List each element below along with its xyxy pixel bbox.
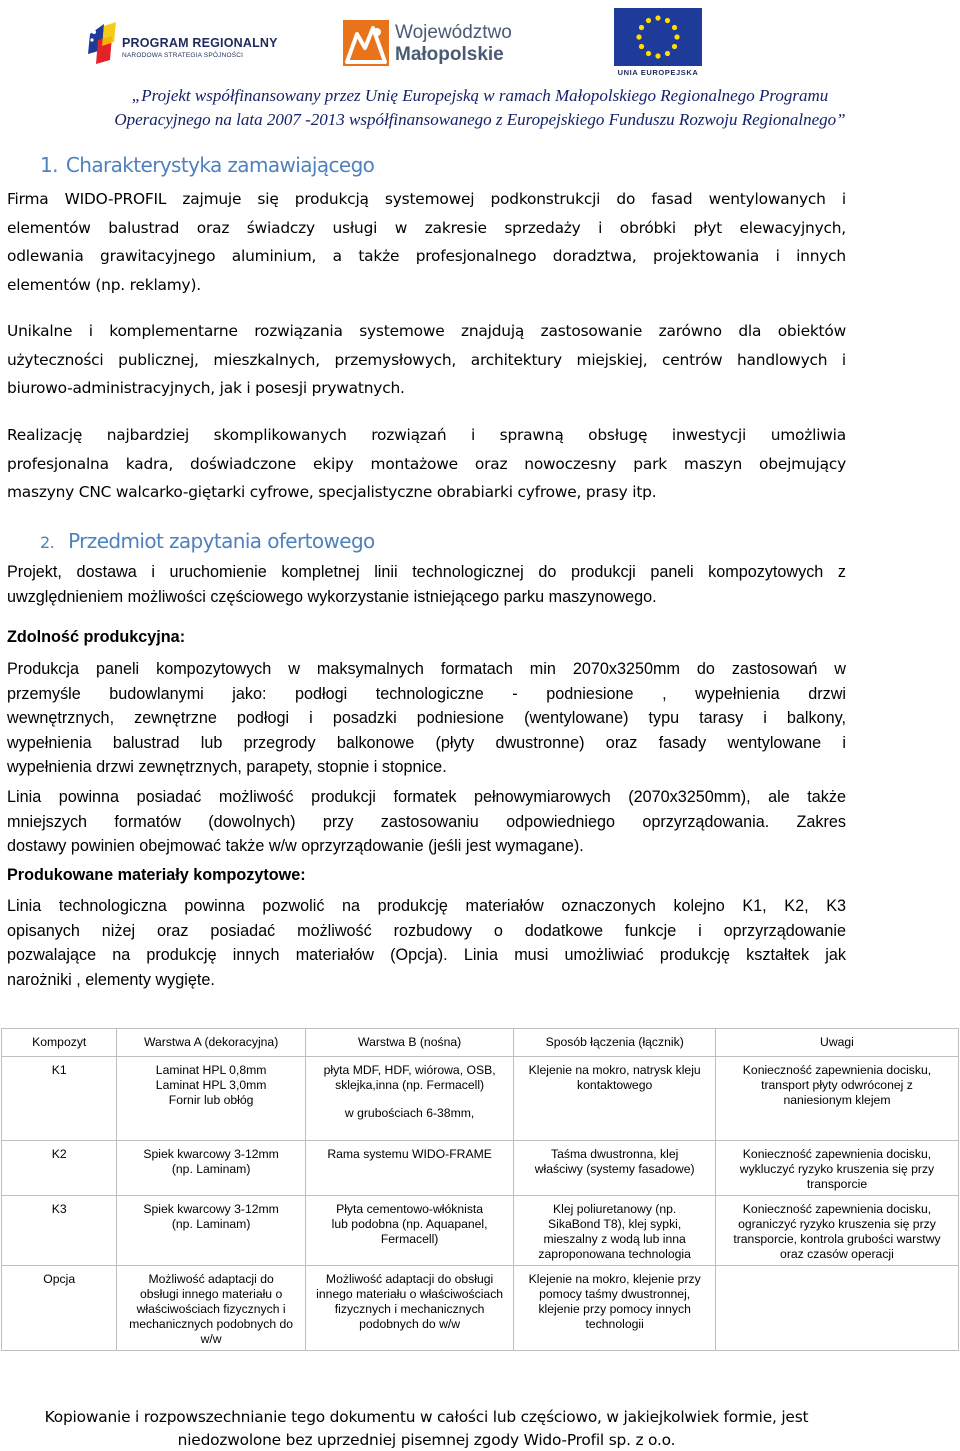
footer-copyright-line-2: niedozwolone bez uprzedniej pisemnej zgody Wido-Profil sp. z o.o. <box>177 1431 676 1449</box>
paragraph-line: wypełnienia balustrad lub przegrody balkonowe (płyty dwustronne) oraz fasady wentylowane i <box>7 733 846 752</box>
cell-line: pomocy taśmy dwustronnej, <box>539 1287 691 1301</box>
paragraph-line: narożniki , elementy wygięte. <box>7 970 215 989</box>
paragraph-line: Firma WIDO-PROFIL zajmuje się produkcją systemowej podkonstrukcji do fasad wentylowanych i <box>7 190 846 208</box>
table-row-k3 <box>2 1196 959 1266</box>
cell-line: Spiek kwarcowy 3-12mm <box>143 1147 279 1161</box>
section-1-number: 1. <box>40 153 58 177</box>
cell-line: innego materiału o właściwościach <box>316 1287 504 1301</box>
cell-line: oraz czasów operacji <box>780 1247 894 1261</box>
cell-line: klejenie przy pomocy innych <box>538 1302 691 1316</box>
cell-uwagi <box>715 1057 958 1141</box>
cell-line: SikaBond T8), klej sypki, <box>548 1217 682 1231</box>
paragraph-line: Produkcja paneli kompozytowych w maksymalnych formatach min 2070x3250mm do zastosowań w <box>7 660 846 678</box>
cell-line: Spiek kwarcowy 3-12mm <box>143 1202 279 1216</box>
cell-uwagi <box>715 1266 958 1351</box>
paragraph-line: odlewania grawitacyjnego aluminium, a także profesjonalnego doradztwa, projektowania i innych <box>7 247 846 266</box>
cell-line: Konieczność zapewnienia docisku, <box>742 1202 932 1216</box>
paragraph-line: Linia powinna posiadać możliwość produkcji formatek pełnowymiarowych (2070x3250mm), ale także <box>7 788 846 806</box>
paragraph-line: Projekt, dostawa i uruchomienie kompletnej linii technologicznej do produkcji paneli kompozytowych z <box>7 563 846 581</box>
malopolska-crest-icon <box>343 20 389 66</box>
cell-line: Możliwość adaptacji do <box>148 1272 274 1286</box>
cell-warstwa-b <box>305 1266 514 1351</box>
capacity-paragraph <box>7 657 846 780</box>
cell-uwagi <box>715 1141 958 1196</box>
paragraph-line: wewnętrznych, zewnętrzne podłogi i posadzki podniesione (wentylowane) typu tarasy i balkony, <box>7 709 846 727</box>
table-row-k1 <box>2 1057 959 1141</box>
cell-line: Możliwość adaptacji do obsługi <box>325 1272 494 1286</box>
cell-line: Konieczność zapewnienia docisku, <box>742 1147 932 1161</box>
cell-line: Fornir lub obłóg <box>168 1093 254 1107</box>
project-funding-line-2: Operacyjnego na lata 2007 -2013 współfinansowanego z Europejskiego Funduszu Rozwoju Regionalnego” <box>114 110 846 129</box>
cell-line: fizycznych i mechanicznych <box>334 1302 485 1316</box>
cell-line: Fermacell) <box>380 1232 439 1246</box>
cell-warstwa-a <box>117 1141 305 1196</box>
cell-line: Płyta cementowo-włóknista <box>336 1202 484 1216</box>
cell-line: obsługi innego materiału o <box>139 1287 283 1301</box>
cell-line: naniesionym klejem <box>783 1093 891 1107</box>
cell-warstwa-b <box>305 1196 514 1266</box>
cell-line: (np. Laminam) <box>171 1162 251 1176</box>
cell-line: Laminat HPL 3,0mm <box>155 1078 267 1092</box>
paragraph-line: Linia technologiczna powinna pozwolić na produkcję materiałów oznaczonych kolejno K1, K2, K3 <box>7 897 846 915</box>
eu-flag-icon <box>614 8 702 66</box>
cell-line: Klejenie na mokro, natrysk kleju <box>528 1063 701 1077</box>
malopolskie-label: Małopolskie <box>395 44 504 65</box>
cell-line: Rama systemu WIDO-FRAME <box>327 1147 492 1161</box>
header-sposob-laczenia: Sposób łączenia (łącznik) <box>514 1029 716 1057</box>
cell-kompozyt: K2 <box>2 1141 117 1196</box>
cell-line: Klejenie na mokro, klejenie przy <box>528 1272 701 1286</box>
cell-line: Klej poliuretanowy (np. <box>553 1202 677 1216</box>
paragraph-line: przemyśle budowlanymi jako: podłogi technologiczne - podniesione , wypełnienia drzwi <box>7 684 846 703</box>
line-requirements-paragraph <box>7 785 846 859</box>
capacity-heading: Zdolność produkcyjna: <box>7 628 186 646</box>
paragraph-line: maszyny CNC walcarko-giętarki cyfrowe, specjalistyczne obrabiarki cyfrowe, prasy itp. <box>7 483 657 502</box>
cell-warstwa-a <box>117 1266 305 1351</box>
section-2-title: Przedmiot zapytania ofertowego <box>68 529 375 553</box>
cell-sposob-laczenia <box>514 1196 716 1266</box>
solutions-paragraph <box>7 317 846 403</box>
cell-line: (np. Laminam) <box>171 1217 251 1231</box>
paragraph-line: użyteczności publicznej, mieszkalnych, przemysłowych, architektury miejskiej, centrów handlowych i <box>7 350 846 369</box>
paragraph-line: profesjonalna kadra, doświadczone ekipy montażowe oraz nowoczesny park maszyn obejmujący <box>7 454 846 473</box>
paragraph-line: uwzględnieniem możliwości częściowego wykorzystanie istniejącego parku maszynowego. <box>7 587 657 606</box>
cell-line: kontaktowego <box>577 1078 653 1092</box>
materials-paragraph <box>7 894 846 992</box>
cell-line: właściwy (systemy fasadowe) <box>534 1162 695 1176</box>
footer-copyright-line-1: Kopiowanie i rozpowszechnianie tego dokumentu w całości lub częściowo, w jakiejkolwiek formie, jest <box>44 1408 809 1426</box>
cell-line: transporcie, kontrola grubości warstwy <box>733 1232 941 1246</box>
cell-line: Konieczność zapewnienia docisku, <box>742 1063 932 1077</box>
paragraph-line: elementów balustrad oraz świadczy usługi w zakresie sprzedaży i obróbki płyt elewacyjnych, <box>7 218 846 237</box>
table-row-k2 <box>2 1141 959 1196</box>
paragraph-line: elementów (np. reklamy). <box>7 276 201 295</box>
cell-warstwa-b <box>305 1057 514 1141</box>
program-regionalny-icon <box>84 20 118 66</box>
company-description-paragraph <box>7 185 846 300</box>
paragraph-line: biurowo-administracyjnych, jak i posesji prywatnych. <box>7 379 405 398</box>
table-header-row <box>2 1029 959 1057</box>
header-uwagi: Uwagi <box>715 1029 958 1057</box>
section-2-heading <box>40 529 375 553</box>
cell-line: mieszalny z wodą lub inna <box>543 1232 686 1246</box>
project-funding-line-1: „Projekt współfinansowany przez Unię Europejską w ramach Małopolskiego Regionalnego Programu <box>131 86 829 105</box>
composite-materials-table <box>1 1028 959 1351</box>
cell-line: w grubościach 6-38mm, <box>344 1106 475 1120</box>
cell-sposob-laczenia <box>514 1057 716 1141</box>
cell-line: podobnych do w/w <box>359 1317 461 1331</box>
header-warstwa-a: Warstwa A (dekoracyjna) <box>117 1029 305 1057</box>
cell-warstwa-a <box>117 1196 305 1266</box>
cell-line: Laminat HPL 0,8mm <box>155 1063 267 1077</box>
cell-line: sklejka,inna (np. Fermacell) <box>335 1078 485 1092</box>
wojewodztwo-malopolskie-logo <box>343 20 518 70</box>
program-regionalny-subtitle: NARODOWA STRATEGIA SPÓJNOŚCI <box>122 52 244 59</box>
cell-line: zaproponowana technologia <box>538 1247 691 1261</box>
program-regionalny-logo <box>84 16 278 72</box>
header-warstwa-b: Warstwa B (nośna) <box>305 1029 514 1057</box>
paragraph-line: opisanych niżej oraz posiadać możliwość rozbudowy o dodatkowe funkcje i oprzyrządowanie <box>7 921 846 940</box>
program-regionalny-title: PROGRAM REGIONALNY <box>122 36 278 50</box>
cell-line: lub podobna (np. Aquapanel, <box>331 1217 488 1231</box>
realization-paragraph <box>7 421 846 507</box>
cell-line: płyta MDF, HDF, wiórowa, OSB, <box>323 1063 496 1077</box>
cell-line: Taśma dwustronna, klej <box>550 1147 679 1161</box>
cell-warstwa-b <box>305 1141 514 1196</box>
paragraph-line: wypełnienia drzwi zewnętrznych, parapety, stopnie i stopnice. <box>7 758 447 776</box>
wojewodztwo-label: Województwo <box>395 22 512 43</box>
eu-logo <box>612 8 704 80</box>
table-row-opcja <box>2 1266 959 1351</box>
cell-line: w/w <box>200 1332 222 1346</box>
cell-line: mechanicznych podobnych do <box>129 1317 294 1331</box>
cell-line: technologii <box>585 1317 644 1331</box>
materials-heading: Produkowane materiały kompozytowe: <box>7 866 306 884</box>
header-logos <box>0 10 960 80</box>
cell-uwagi <box>715 1196 958 1266</box>
header-kompozyt: Kompozyt <box>2 1029 117 1057</box>
cell-sposob-laczenia <box>514 1141 716 1196</box>
cell-line: właściwościach fizycznych i <box>136 1302 286 1316</box>
cell-kompozyt: Opcja <box>2 1266 117 1351</box>
section-2-number: 2. <box>40 533 55 552</box>
paragraph-line: mniejszych formatów (dowolnych) przy zastosowaniu odpowiedniego oprzyrządowania. Zakres <box>7 812 846 831</box>
eu-label: UNIA EUROPEJSKA <box>617 68 699 77</box>
paragraph-line: pozwalające na produkcję innych materiałów (Opcja). Linia musi umożliwiać produkcję kształtek jak <box>7 946 846 964</box>
cell-line: wykluczyć ryzyko kruszenia się przy <box>739 1162 935 1176</box>
paragraph-line: Realizację najbardziej skomplikowanych rozwiązań i sprawną obsługę inwestycji umożliwia <box>7 426 846 444</box>
paragraph-line: Unikalne i komplementarne rozwiązania systemowe znajdują zastosowanie zarówno dla obiektów <box>7 322 846 340</box>
subject-paragraph <box>7 560 846 609</box>
cell-kompozyt: K1 <box>2 1057 117 1141</box>
cell-line: transporcie <box>806 1177 868 1191</box>
paragraph-line: dostawy powinien obejmować także w/w oprzyrządowanie (jeśli jest wymagane). <box>7 837 584 855</box>
cell-line: ograniczyć ryzyko kruszenia się przy <box>738 1217 936 1231</box>
section-1-heading <box>40 153 374 177</box>
cell-warstwa-a <box>117 1057 305 1141</box>
cell-kompozyt: K3 <box>2 1196 117 1266</box>
cell-line: transport płyty odwróconej z <box>761 1078 913 1092</box>
cell-sposob-laczenia <box>514 1266 716 1351</box>
section-1-title: Charakterystyka zamawiającego <box>65 153 375 177</box>
